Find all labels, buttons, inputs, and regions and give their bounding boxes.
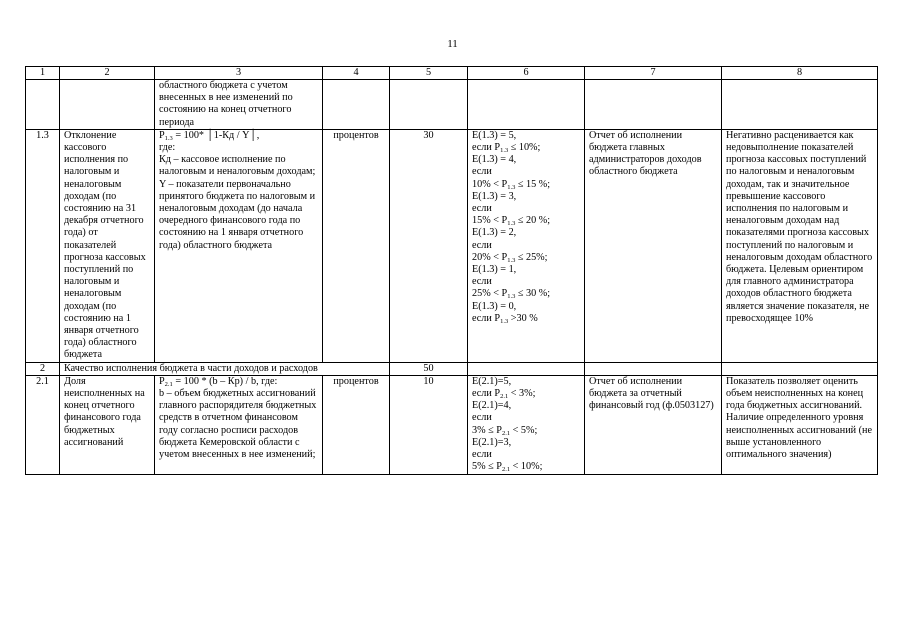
formula-cell (155, 129, 323, 362)
formula-line: внесенных в нее изменений по (159, 92, 293, 104)
col-header: 2 (60, 67, 155, 80)
scale-line: E(1.3) = 3, (472, 190, 517, 202)
section-title: Качество исполнения бюджета в части доходов и расходов (60, 362, 390, 375)
scale-line: E(1.3) = 4, (472, 154, 517, 166)
indicator-name: Доля неисполненных на конец отчетного финансового года бюджетных ассигнований (60, 375, 155, 474)
formula-body: где: Кд – кассовое исполнение по налоговым и неналоговым доходам; Y – показатели первоначально принятого бюджета по налоговым и неналоговым доходам (до начала очередного финансового года по состоянию на 1 января отчетного года) областного бюджета (159, 142, 316, 251)
scale-line: $20\% < P_{1.3} \le 25\%$; (472, 251, 548, 264)
weight: 10 (390, 375, 468, 474)
scale-line: $3\% \le P_{2.1} < 5\%$; (472, 424, 538, 437)
scale-line: E(2.1)=4, (472, 400, 512, 412)
scale-line: если (472, 203, 492, 215)
scale-line: E(2.1)=3, (472, 436, 512, 448)
scale-line: если (472, 449, 492, 461)
scale-line: E(2.1)=5, (472, 375, 512, 387)
comment: Показатель позволяет оценить объем неисполненных на конец года бюджетных ассигнований. Наличие определенного уровня неисполненных ассигнований (не выше установленного оптимального значения) (722, 375, 878, 474)
data-source: Отчет об исполнении бюджета за отчетный финансовый год (ф.0503127) (585, 375, 722, 474)
indicator-table (25, 66, 878, 475)
scale-line: E(1.3) = 2, (472, 227, 517, 239)
section-number: 2 (26, 362, 60, 375)
weight: 30 (390, 129, 468, 362)
page-number: 11 (447, 38, 458, 50)
col-header: 4 (323, 67, 390, 80)
table-row-continuation (26, 80, 878, 130)
score-scale (468, 375, 585, 474)
scale-line: E(1.3) = 0, (472, 300, 517, 312)
col-header: 6 (468, 67, 585, 80)
col-header: 7 (585, 67, 722, 80)
scale-line: E(1.3) = 5, (472, 129, 517, 141)
formula-line: областного бюджета с учетом (159, 80, 288, 91)
scale-line: если (472, 276, 492, 288)
scale-line: E(1.3) = 1, (472, 264, 517, 276)
formula-line: периода (159, 116, 195, 128)
scale-line: если $P_{2.1} < 3\%$; (472, 388, 536, 401)
section-weight: 50 (390, 362, 468, 375)
data-source: Отчет об исполнении бюджета главных администраторов доходов областного бюджета (585, 129, 722, 362)
comment: Негативно расценивается как недовыполнение показателей прогноза кассовых поступлений по налоговым и неналоговым доходам, так и значительное превышение кассового исполнения по налоговым и неналоговым доходам над показателями прогноза кассовых поступлений по налоговым и неналоговым доходам областного бюджета. Целевым ориентиром для главного администратора доходов областного бюджета является значение показателя, не превосходящее 10% (722, 129, 878, 362)
score-scale (468, 129, 585, 362)
scale-line: $25\% < P_{1.3} \le 30$ %; (472, 288, 551, 301)
scale-line: $10\% < P_{1.3} \le 15$ %; (472, 178, 551, 191)
col-header: 8 (722, 67, 878, 80)
formula-head: $P_{2.1} = 100 * (b - Кр) / b$, где: (159, 375, 278, 388)
unit: процентов (323, 375, 390, 474)
indicator-number: 2.1 (26, 375, 60, 474)
scale-line: если (472, 239, 492, 251)
col-header: 3 (155, 67, 323, 80)
scale-line: $5\% \le P_{2.1} < 10\%$; (472, 461, 543, 474)
formula-cell (155, 375, 323, 474)
table-row-1-3 (26, 129, 878, 362)
formula-cell (155, 80, 323, 130)
scale-line: если $P_{1.3} \le 10\%$; (472, 142, 541, 155)
formula-body: b – объем бюджетных ассигнований главного распорядителя бюджетных средств в отчетном финансовом году согласно росписи расходов бюджета Кемеровской области с учетом внесенных в нее изменений; (159, 388, 317, 461)
col-header: 1 (26, 67, 60, 80)
formula-head: $P_{1.3} = 100*$ │1-Кд / Y│, (159, 129, 260, 142)
indicator-name: Отклонение кассового исполнения по налоговым и неналоговым доходам (по состоянию на 31 декабря отчетного года) от показателей прогноза кассовых поступлений по налоговым и неналоговым доходам (по состоянию на 1 января отчетного года) областного бюджета (60, 129, 155, 362)
column-header-row (26, 67, 878, 80)
table-row-2-1 (26, 375, 878, 474)
scale-line: если $P_{1.3} >30$ % (472, 312, 538, 325)
scale-line: если (472, 166, 492, 178)
scale-line: если (472, 412, 492, 424)
scale-line: $15\% < P_{1.3} \le 20$ %; (472, 215, 551, 228)
indicator-number: 1.3 (26, 129, 60, 362)
unit: процентов (323, 129, 390, 362)
table-row-2 (26, 362, 878, 375)
col-header: 5 (390, 67, 468, 80)
formula-line: состоянию на конец отчетного (159, 104, 292, 116)
